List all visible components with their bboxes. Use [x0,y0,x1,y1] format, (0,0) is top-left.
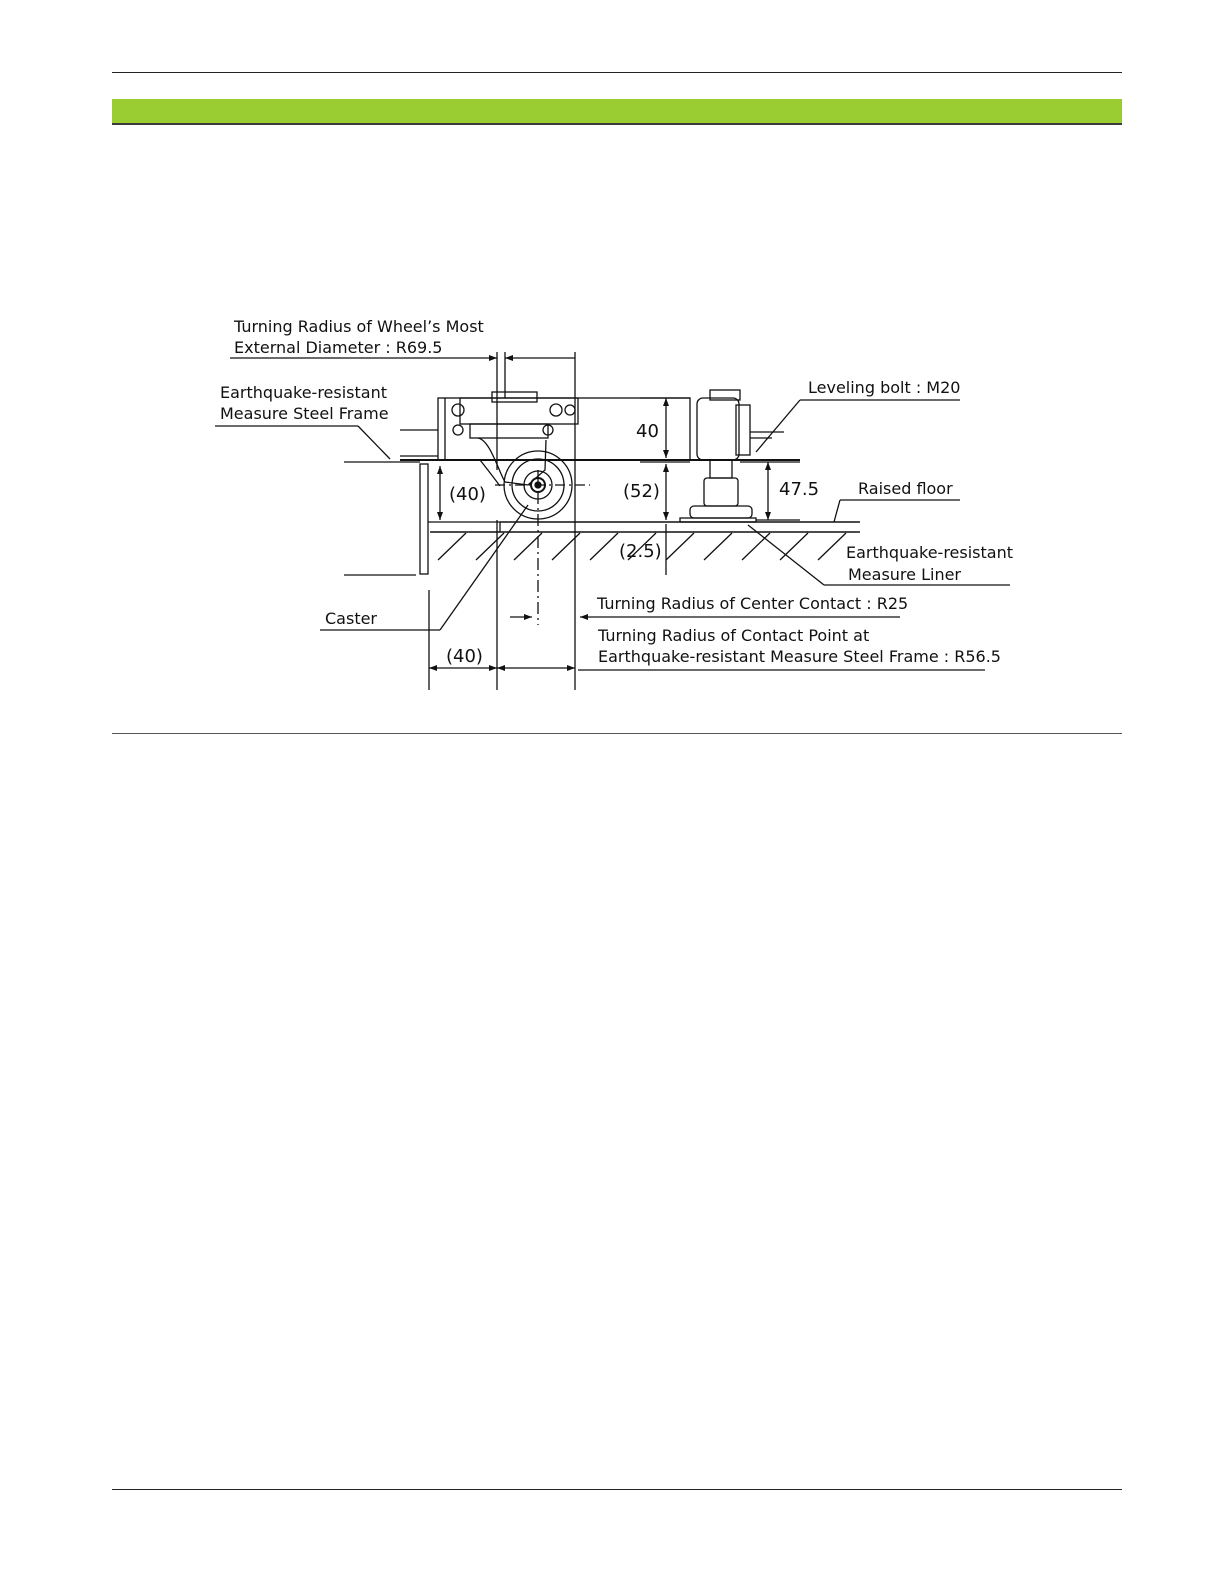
dimension-arrows [429,355,771,671]
dim-40-left: (40) [449,484,486,505]
label-steel-frame-line2: Measure Steel Frame [220,404,389,423]
leveling-bolt-shaft [710,460,732,478]
dim-52: (52) [623,481,660,502]
leveling-bolt-housing [697,398,739,460]
label-contact-point-line1: Turning Radius of Contact Point at [598,626,870,645]
mount-bolt-icon [452,404,464,416]
label-wheel-radius-line1: Turning Radius of Wheel’s Most [234,317,484,336]
label-wheel-radius-line2: External Diameter : R69.5 [234,338,443,357]
steel-frame-angle [420,464,428,574]
label-leveling-bolt: Leveling bolt : M20 [808,378,961,397]
dim-47-5: 47.5 [779,479,820,500]
label-raised-floor: Raised floor [858,479,953,498]
label-steel-frame-line1: Earthquake-resistant [220,383,387,402]
label-contact-point-line2: Earthquake-resistant Measure Steel Frame : R56.5 [598,647,1001,666]
leveling-bolt-foot [704,478,738,506]
dim-40-top: 40 [636,421,659,442]
mount-bolt-icon [550,404,562,416]
label-liner-line1: Earthquake-resistant [846,543,1013,562]
label-center-contact: Turning Radius of Center Contact : R25 [597,594,909,613]
dim-40-bottom: (40) [446,646,483,667]
label-liner-line2: Measure Liner [848,565,962,584]
dim-2-5: (2.5) [619,541,662,562]
label-caster: Caster [325,609,378,628]
